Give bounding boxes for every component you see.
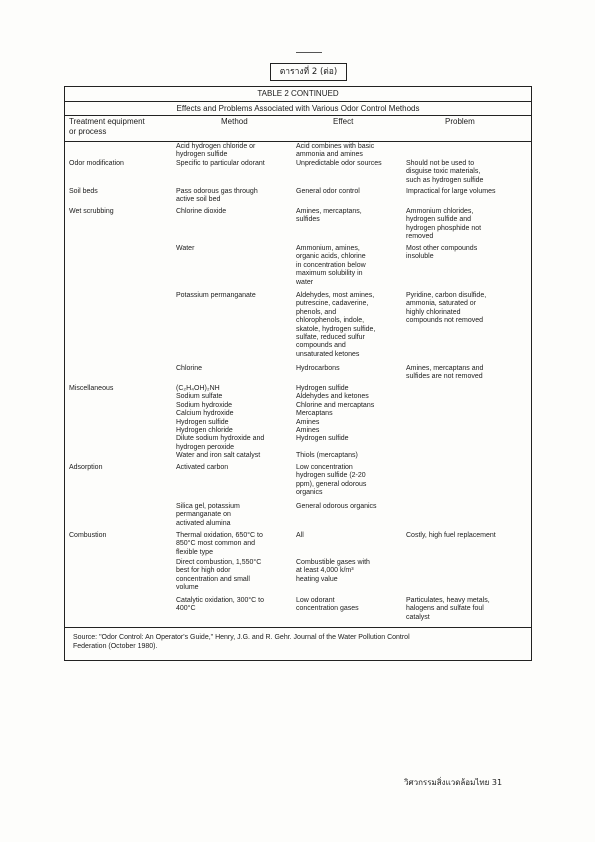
table-cell-effect: Aldehydes, most amines, putrescine, cadaverine, phenols, and chlorophenols, indole, skatole, hydrogen sulfide, sulfate, reduced sulfur compounds and unsaturated ketones [296,292,376,358]
table-cell-problem: Most other compounds insoluble [406,245,478,261]
table-cell-equipment: Miscellaneous [69,385,114,392]
table-cell-effect: General odor control [296,188,360,195]
table-cell-equipment: Adsorption [69,464,103,471]
table-cell-effect: Low concentration hydrogen sulfide (2-20 ppm), general odorous organics [296,464,367,497]
table-cell-problem: Ammonium chlorides, hydrogen sulfide and hydrogen phosphide not removed [406,208,482,241]
table-cell-method: Thermal oxidation, 650°C to 850°C most common and flexible type [176,532,263,556]
table-cell-effect: General odorous organics [296,503,377,510]
table-cell-problem: Should not be used to disguise toxic materials, such as hydrogen sulfide [406,160,484,184]
page-footer: วิศวกรรมสิ่งแวดล้อมไทย 31 [404,778,503,787]
table-cell-effect: Combustible gases with at least 4,000 k/m³ heating value [296,559,370,583]
table-subtitle: Effects and Problems Associated with Various Odor Control Methods [176,104,420,113]
table-cell-method: Acid hydrogen chloride or hydrogen sulfide [176,143,256,159]
table-rule [65,115,531,116]
column-header-equipment: Treatment equipment or process [69,117,145,136]
table-cell-effect: Unpredictable odor sources [296,160,382,167]
table-cell-effect: Hydrogen sulfide Aldehydes and ketones Chlorine and mercaptans Mercaptans Amines Amines Hydrogen sulfide Thiols (mercaptans) [296,385,375,460]
table-number-label: ตารางที่ 2 (ต่อ) [270,63,347,81]
table-frame [64,86,532,661]
table-cell-method: Direct combustion, 1,550°C best for high odor concentration and small volume [176,559,262,592]
table-cell-problem: Amines, mercaptans and sulfides are not removed [406,365,484,381]
table-cell-method: Activated carbon [176,464,229,471]
header-rule [296,52,322,53]
table-cell-method: Chlorine dioxide [176,208,227,215]
table-cell-equipment: Wet scrubbing [69,208,114,215]
table-cell-effect: Ammonium, amines, organic acids, chlorine in concentration below maximum solubility in water [296,245,366,286]
table-cell-method: Pass odorous gas through active soil bed [176,188,258,204]
table-cell-method: Catalytic oxidation, 300°C to 400°C [176,597,265,613]
table-cell-effect: All [296,532,304,539]
table-title: TABLE 2 CONTINUED [257,89,339,98]
table-source-note: Source: "Odor Control: An Operator's Guide," Henry, J.G. and R. Gehr. Journal of the Water Pollution Control Federation (October 1980). [73,634,410,650]
table-cell-method: Potassium permanganate [176,292,256,299]
table-cell-method: Chlorine [176,365,203,372]
table-cell-equipment: Soil beds [69,188,98,195]
table-cell-problem: Pyridine, carbon disulfide, ammonia, saturated or highly chlorinated compounds not removed [406,292,487,325]
table-cell-effect: Amines, mercaptans, sulfides [296,208,362,224]
table-cell-method: Silica gel, potassium permanganate on activated alumina [176,503,240,527]
table-cell-problem: Costly, high fuel replacement [406,532,496,539]
table-cell-method: Specific to particular odorant [176,160,265,167]
table-cell-effect: Acid combines with basic ammonia and amines [296,143,375,159]
table-rule [65,627,531,628]
table-cell-method: (C₂H₄OH)₂NH Sodium sulfate Sodium hydroxide Calcium hydroxide Hydrogen sulfide Hydrogen chloride Dilute sodium hydroxide and hydrogen peroxide Water and iron salt catalyst [176,385,265,460]
column-header-problem: Problem [445,117,475,126]
column-header-effect: Effect [333,117,354,126]
table-rule [65,141,531,142]
table-rule [65,101,531,102]
table-cell-problem: Particulates, heavy metals, halogens and sulfate foul catalyst [406,597,490,621]
table-cell-problem: Impractical for large volumes [406,188,496,195]
column-header-method: Method [221,117,248,126]
table-cell-equipment: Combustion [69,532,107,539]
table-cell-effect: Hydrocarbons [296,365,340,372]
table-cell-equipment: Odor modification [69,160,124,167]
table-cell-method: Water [176,245,195,252]
table-cell-effect: Low odorant concentration gases [296,597,359,613]
